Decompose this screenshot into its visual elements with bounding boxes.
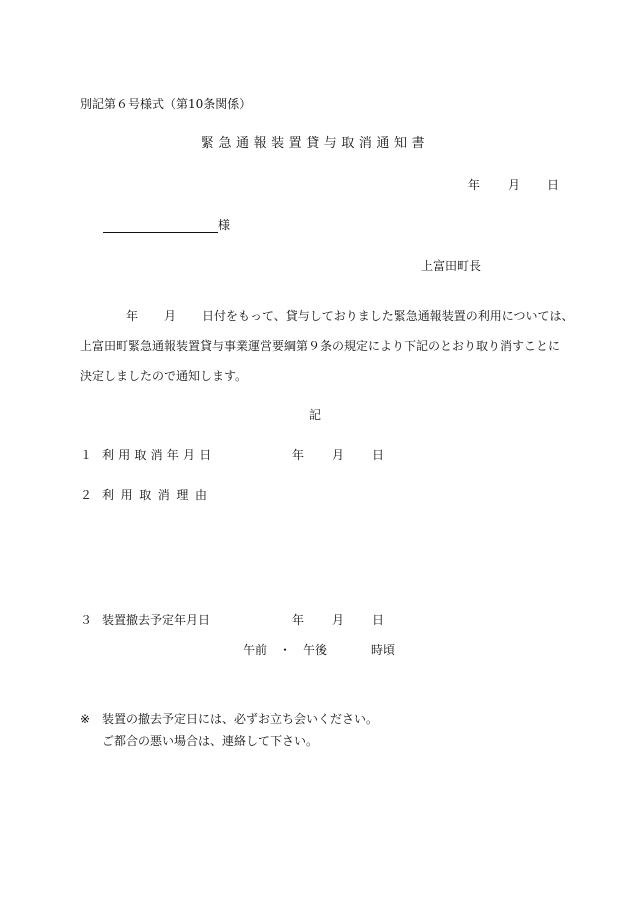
- item-year: 年: [292, 613, 305, 627]
- item-day: 日: [372, 448, 385, 462]
- item-number: ３: [80, 613, 93, 627]
- addressee: [103, 217, 230, 233]
- item-year: 年: [292, 448, 305, 462]
- time-separator: ・: [279, 643, 292, 657]
- addressee-suffix: 様: [218, 218, 231, 232]
- removal-time: [243, 642, 395, 658]
- body-line-1-rest: 日付をもって、貸与しておりました緊急通報装置の利用については、: [202, 309, 574, 323]
- document-title: 緊急通報装置貸与取消通知書: [200, 136, 430, 151]
- date-year: 年: [468, 178, 481, 192]
- time-am: 午前: [243, 643, 268, 657]
- notes: [80, 708, 378, 752]
- body-line-3: 決定しましたので通知します。: [80, 369, 248, 383]
- form-number: 別記第６号様式（第10条関係）: [80, 97, 252, 111]
- note-mark: ※: [80, 712, 91, 726]
- note-text-1: 装置の撤去予定日には、必ずお立ち会いください。: [102, 712, 379, 726]
- date-month: 月: [508, 178, 521, 192]
- item-cancel-date: [80, 447, 384, 463]
- body-line-2: 上富田町緊急通報装置貸与事業運営要綱第９条の規定により下記のとおり取り消すことに: [80, 339, 561, 353]
- body-year: 年: [126, 309, 139, 323]
- item-removal-date: [80, 612, 384, 628]
- issue-date: [468, 177, 559, 193]
- date-day: 日: [547, 178, 560, 192]
- item-month: 月: [332, 448, 345, 462]
- item-label: 装置撤去予定年月日: [102, 613, 211, 627]
- item-number: １: [80, 448, 93, 462]
- item-cancel-reason: [80, 487, 214, 503]
- item-day: 日: [372, 613, 385, 627]
- item-month: 月: [332, 613, 345, 627]
- notice-body: [80, 301, 574, 391]
- addressee-name-line: [103, 218, 218, 233]
- note-line-2: ご都合の悪い場合は、連絡して下さい。: [102, 734, 319, 748]
- item-label: 利用取消理由: [102, 488, 214, 502]
- body-line-1: [80, 301, 574, 331]
- issuer: 上富田町長: [421, 259, 482, 273]
- item-label: 利用取消年月日: [102, 448, 216, 462]
- item-number: ２: [80, 488, 93, 502]
- time-pm: 午後: [303, 643, 328, 657]
- body-month: 月: [164, 309, 177, 323]
- ki-heading: 記: [308, 408, 321, 422]
- note-line-1: [80, 708, 378, 730]
- time-hour: 時頃: [371, 643, 396, 657]
